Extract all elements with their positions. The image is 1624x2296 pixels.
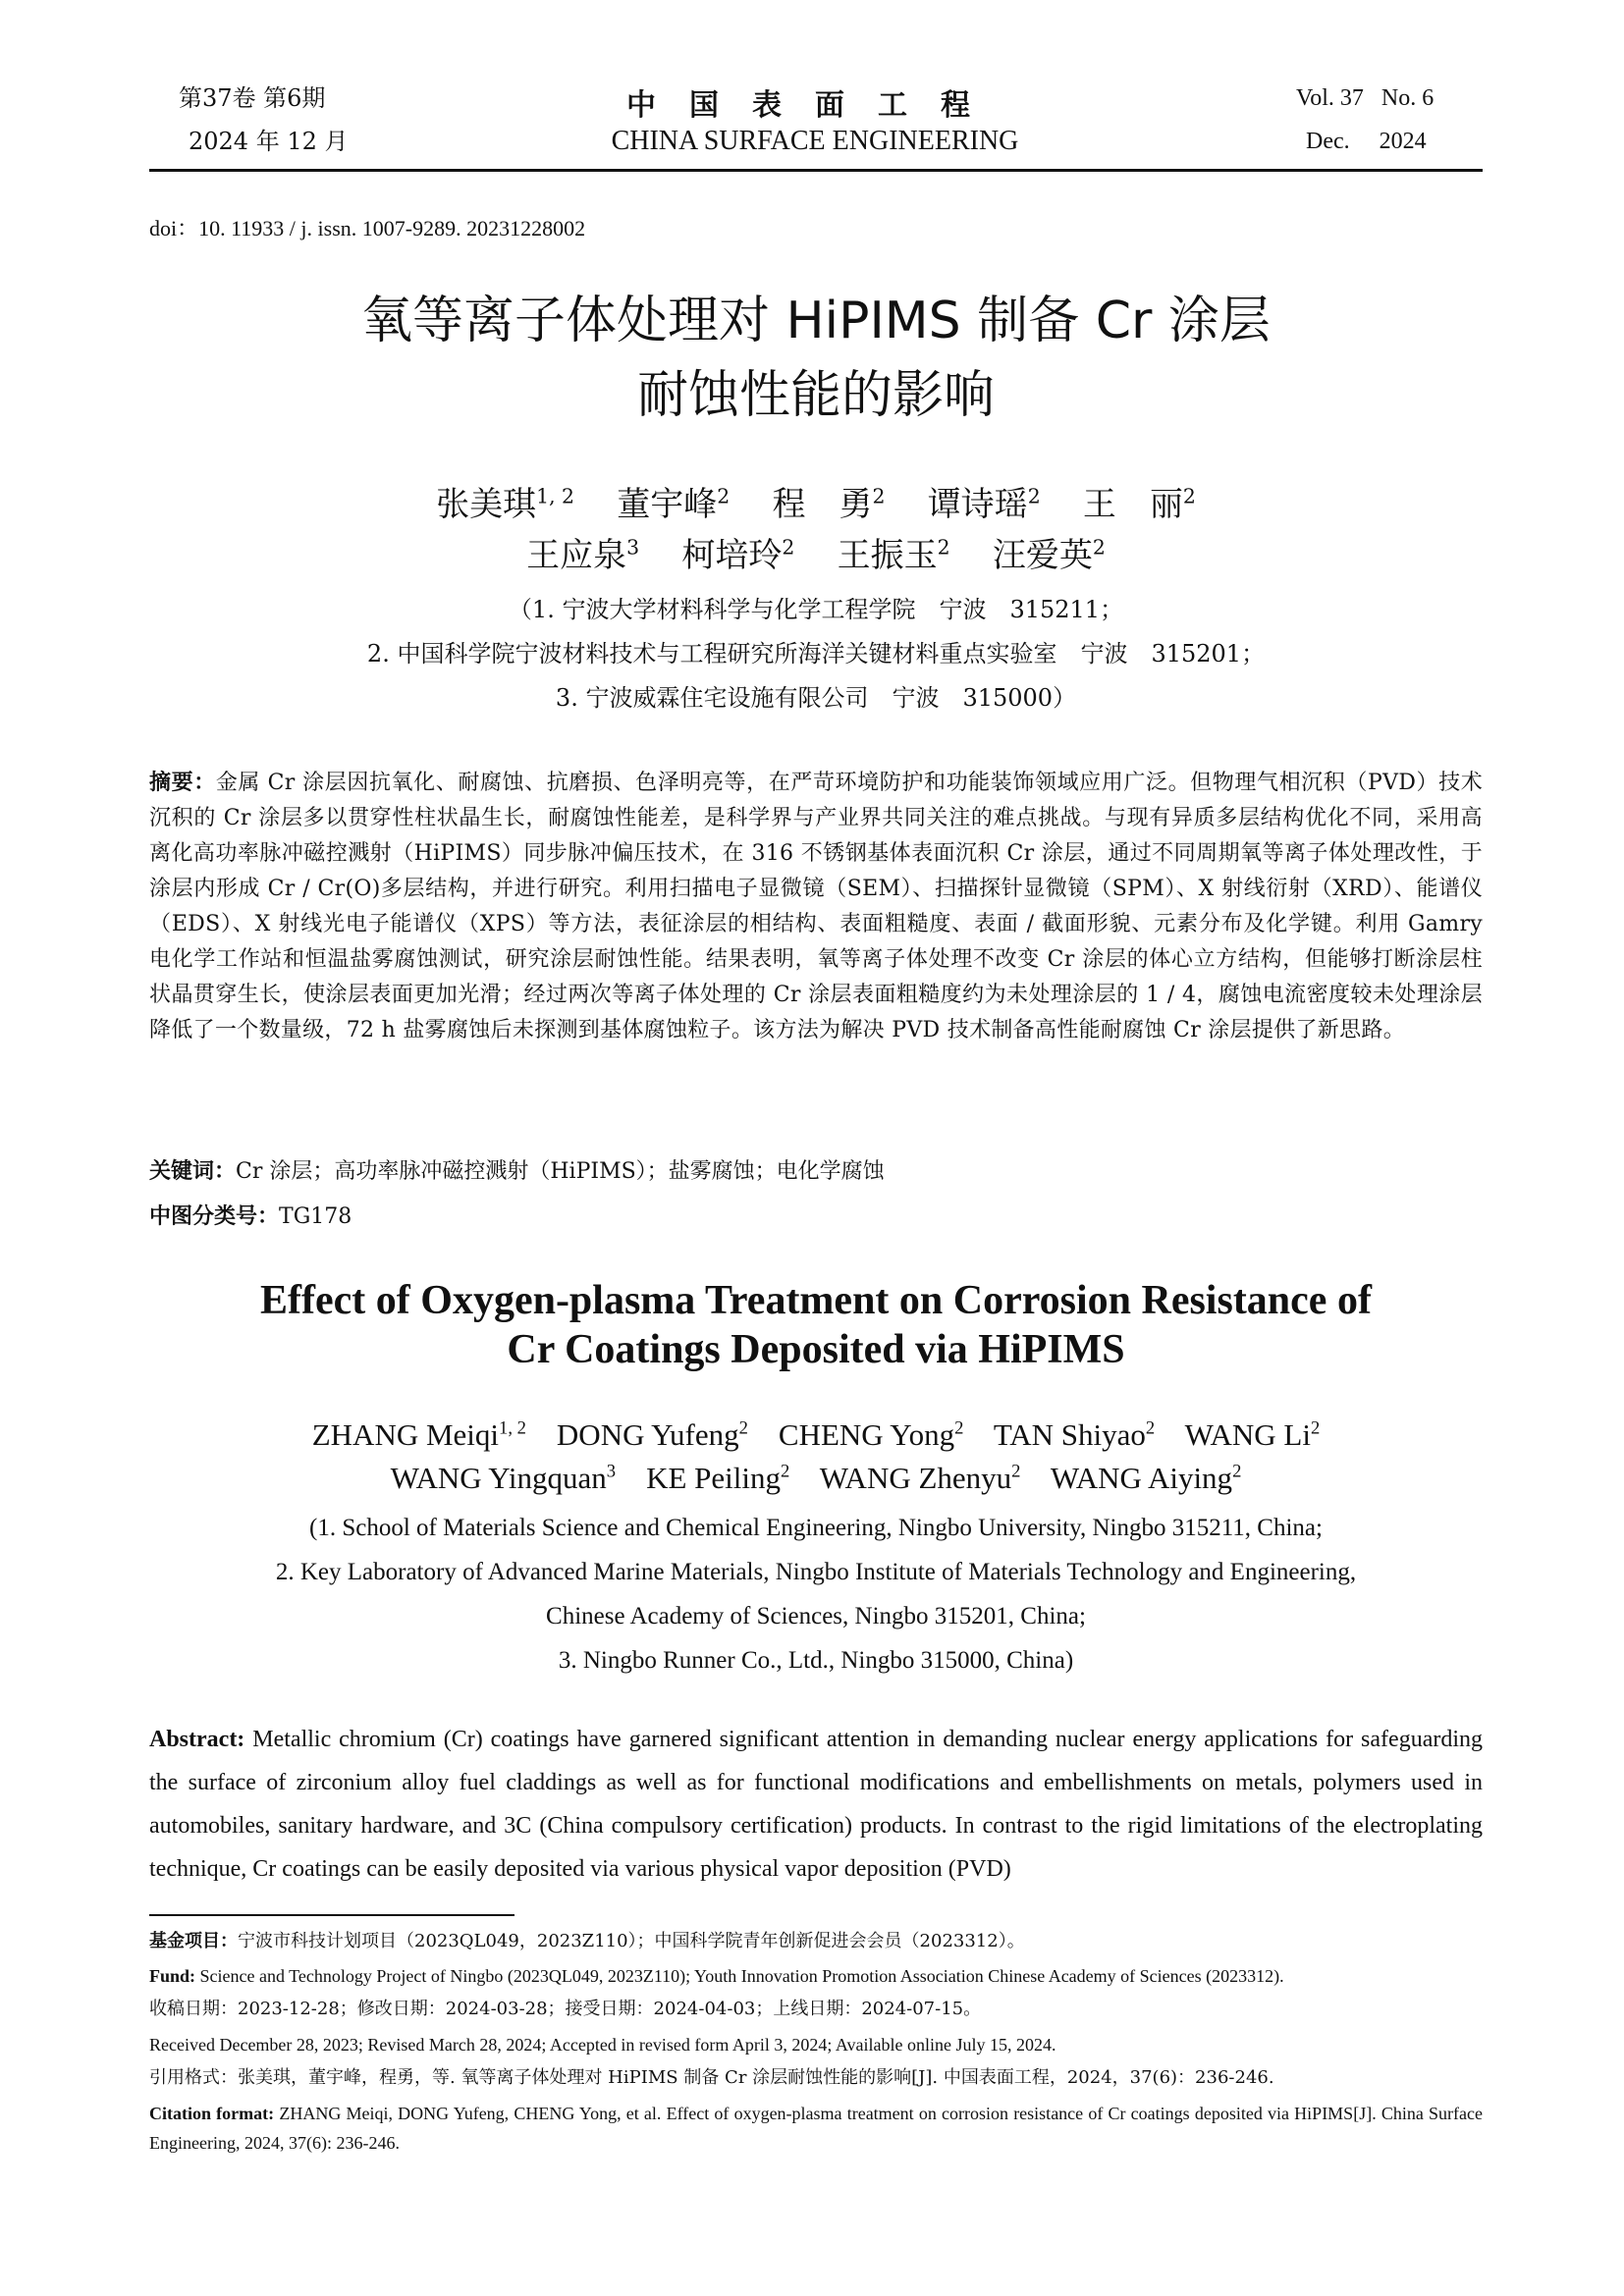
author-en: CHENG Yong$^2$ [778,1417,964,1452]
author-en: WANG Aiying$^2$ [1050,1461,1242,1495]
header-rule [149,169,1483,172]
citation-cn: 引用格式：张美琪，董宇峰，程勇，等. 氧等离子体处理对 HiPIMS 制备 Cr 涂层耐蚀性能的影响[J]. 中国表面工程，2024，37(6)：236-246. [149,2067,1274,2088]
clc-text: TG178 [279,1204,352,1229]
title-en-line2: Cr Coatings Deposited via HiPIMS [507,1327,1125,1372]
keywords-cn [149,1156,885,1188]
author-cn: 谭诗瑶$^2$ [927,484,1041,524]
author-en: WANG Yingquan$^3$ [390,1461,617,1495]
author-cn: 程 勇$^2$ [772,484,886,524]
author-cn: 柯培玲$^2$ [681,535,795,575]
author-cn: 王振玉$^2$ [837,535,950,575]
abstract-en-text: Metallic chromium (Cr) coatings have garnered significant attention in demanding nuclear energy applications for safeguarding the surface of zirconium alloy fuel claddings as well as for functional modifications and embellishments on metals, polymers used in automobiles, sanitary hardware, and 3C (China compulsory certification) products. In contrast to the rigid limitations of the electroplating technique, Cr coatings can be easily deposited via various physical vapor deposition (PVD) [149,1727,1484,1882]
abstract-cn [149,766,1483,1048]
doi: doi：10. 11933 / j. issn. 1007-9289. 20231228002 [149,216,586,240]
affiliation-en-2: 2. Key Laboratory of Advanced Marine Materials, Ningbo Institute of Materials Technology and Engineering, [275,1559,1357,1585]
authors-en-line1 [149,1414,1483,1457]
journal-name-en: CHINA SURFACE ENGINEERING [611,126,1019,156]
abstract-en-label: Abstract: [149,1727,245,1752]
dates-en: Received December 28, 2023; Revised March 28, 2024; Accepted in revised form April 3, 2024; Available online July 15, 2024. [149,2035,1056,2055]
citation-en-text: ZHANG Meiqi, DONG Yufeng, CHENG Yong, et al. Effect of oxygen-plasma treatment on corrosion resistance of Cr coatings deposited via HiPIMS[J]. China Surface Engineering, 2024, 37(6): 236-246. [149,2104,1484,2153]
author-cn: 董宇峰$^2$ [617,484,731,524]
keywords-cn-label: 关键词： [149,1159,237,1184]
fund-cn-label: 基金项目： [149,1931,238,1951]
affiliation-en-3: Chinese Academy of Sciences, Ningbo 315201, China; [546,1603,1086,1629]
affiliation-cn-1: （1. 宁波大学材料科学与化学工程学院 宁波 315211； [508,596,1124,623]
authors-en-line2 [149,1457,1483,1500]
abstract-cn-text: 金属 Cr 涂层因抗氧化、耐腐蚀、抗磨损、色泽明亮等，在严苛环境防护和功能装饰领域应用广泛。但物理气相沉积（PVD）技术沉积的 Cr 涂层多以贯穿性柱状晶生长，耐腐蚀性能差，是科学界与产业界共同关注的难点挑战。与现有异质多层结构优化不同，采用高离化高功率脉冲磁控溅射（HiPIMS）同步脉冲偏压技术，在 316 不锈钢基体表面沉积 Cr 涂层，通过不同周期氧等离子体处理改性，于涂层内形成 Cr / Cr(O)多层结构，并进行研究。利用扫描电子显微镜（SEM）、扫描探针显微镜（SPM）、X 射线衍射（XRD）、能谱仪（EDS）、X 射线光电子能谱仪（XPS）等方法，表征涂层的相结构、表面粗糙度、表面 / 截面形貌、元素分布及化学键。利用 Gamry 电化学工作站和恒温盐雾腐蚀测试，研究涂层耐蚀性能。结果表明，氧等离子体处理不改变 Cr 涂层的体心立方结构，但能够打断涂层柱状晶贯穿生长，使涂层表面更加光滑；经过两次等离子体处理的 Cr 涂层表面粗糙度约为未处理涂层的 1 / 4，腐蚀电流密度较未处理涂层降低了一个数量级，72 h 盐雾腐蚀后未探测到基体腐蚀粒子。该方法为解决 PVD 技术制备高性能耐腐蚀 Cr 涂层提供了新思路。 [149,771,1484,1042]
title-cn-line2: 耐蚀性能的影响 [636,366,995,425]
fund-cn-text: 宁波市科技计划项目（2023QL049，2023Z110）；中国科学院青年创新促进会会员（2023312）。 [238,1931,1025,1951]
volume-issue-en: Vol. 37 No. 6 [1296,85,1435,111]
clc-number [149,1201,352,1233]
citation-en-label: Citation format: [149,2104,275,2123]
affiliation-en-4: 3. Ningbo Runner Co., Ltd., Ningbo 315000, China) [558,1647,1074,1674]
fund-cn [149,1927,1483,1956]
authors-cn-line1 [149,483,1483,526]
author-en: DONG Yufeng$^2$ [556,1417,748,1452]
author-en: WANG Zhenyu$^2$ [819,1461,1021,1495]
author-cn: 张美琪$^{1, 2}$ [436,484,575,524]
affiliation-cn-3: 3. 宁波威霖住宅设施有限公司 宁波 315000） [555,684,1077,712]
author-cn: 王应泉$^3$ [526,535,640,575]
keywords-cn-text: Cr 涂层；高功率脉冲磁控溅射（HiPIMS）；盐雾腐蚀；电化学腐蚀 [236,1159,885,1184]
date-en: Dec. 2024 [1306,129,1427,154]
title-en-line1: Effect of Oxygen-plasma Treatment on Corrosion Resistance of [260,1278,1372,1323]
fund-en-label: Fund: [149,1966,196,1986]
author-cn: 王 丽$^2$ [1082,484,1196,524]
date-cn: 2024 年 12 月 [189,128,349,155]
title-cn-line1: 氧等离子体处理对 HiPIMS 制备 Cr 涂层 [361,292,1271,350]
abstract-cn-label: 摘要： [149,771,216,795]
clc-label: 中图分类号： [149,1204,280,1229]
abstract-en [149,1718,1483,1891]
fund-en-text: Science and Technology Project of Ningbo (2023QL049, 2023Z110); Youth Innovation Promotion Association Chinese Academy of Sciences (2023312). [199,1966,1284,1986]
authors-cn-line2 [149,534,1483,577]
author-en: ZHANG Meiqi$^{1, 2}$ [311,1417,526,1452]
citation-en [149,2099,1483,2158]
volume-issue-cn: 第37卷 第6期 [179,84,326,112]
affiliation-cn-2: 2. 中国科学院宁波材料技术与工程研究所海洋关键材料重点实验室 宁波 315201； [366,640,1266,667]
author-en: TAN Shiyao$^2$ [993,1417,1156,1452]
author-en: WANG Li$^2$ [1184,1417,1321,1452]
author-cn: 汪爱英$^2$ [992,535,1106,575]
affiliation-en-1: (1. School of Materials Science and Chemical Engineering, Ningbo University, Ningbo 315211, China; [309,1515,1323,1541]
journal-name-cn: 中国表面工程 [626,88,1003,123]
footnote-rule [149,1914,514,1916]
dates-cn: 收稿日期：2023-12-28；修改日期：2024-03-28；接受日期：2024-04-03；上线日期：2024-07-15。 [149,1999,982,2019]
fund-en [149,1961,1483,1991]
author-en: KE Peiling$^2$ [646,1461,790,1495]
